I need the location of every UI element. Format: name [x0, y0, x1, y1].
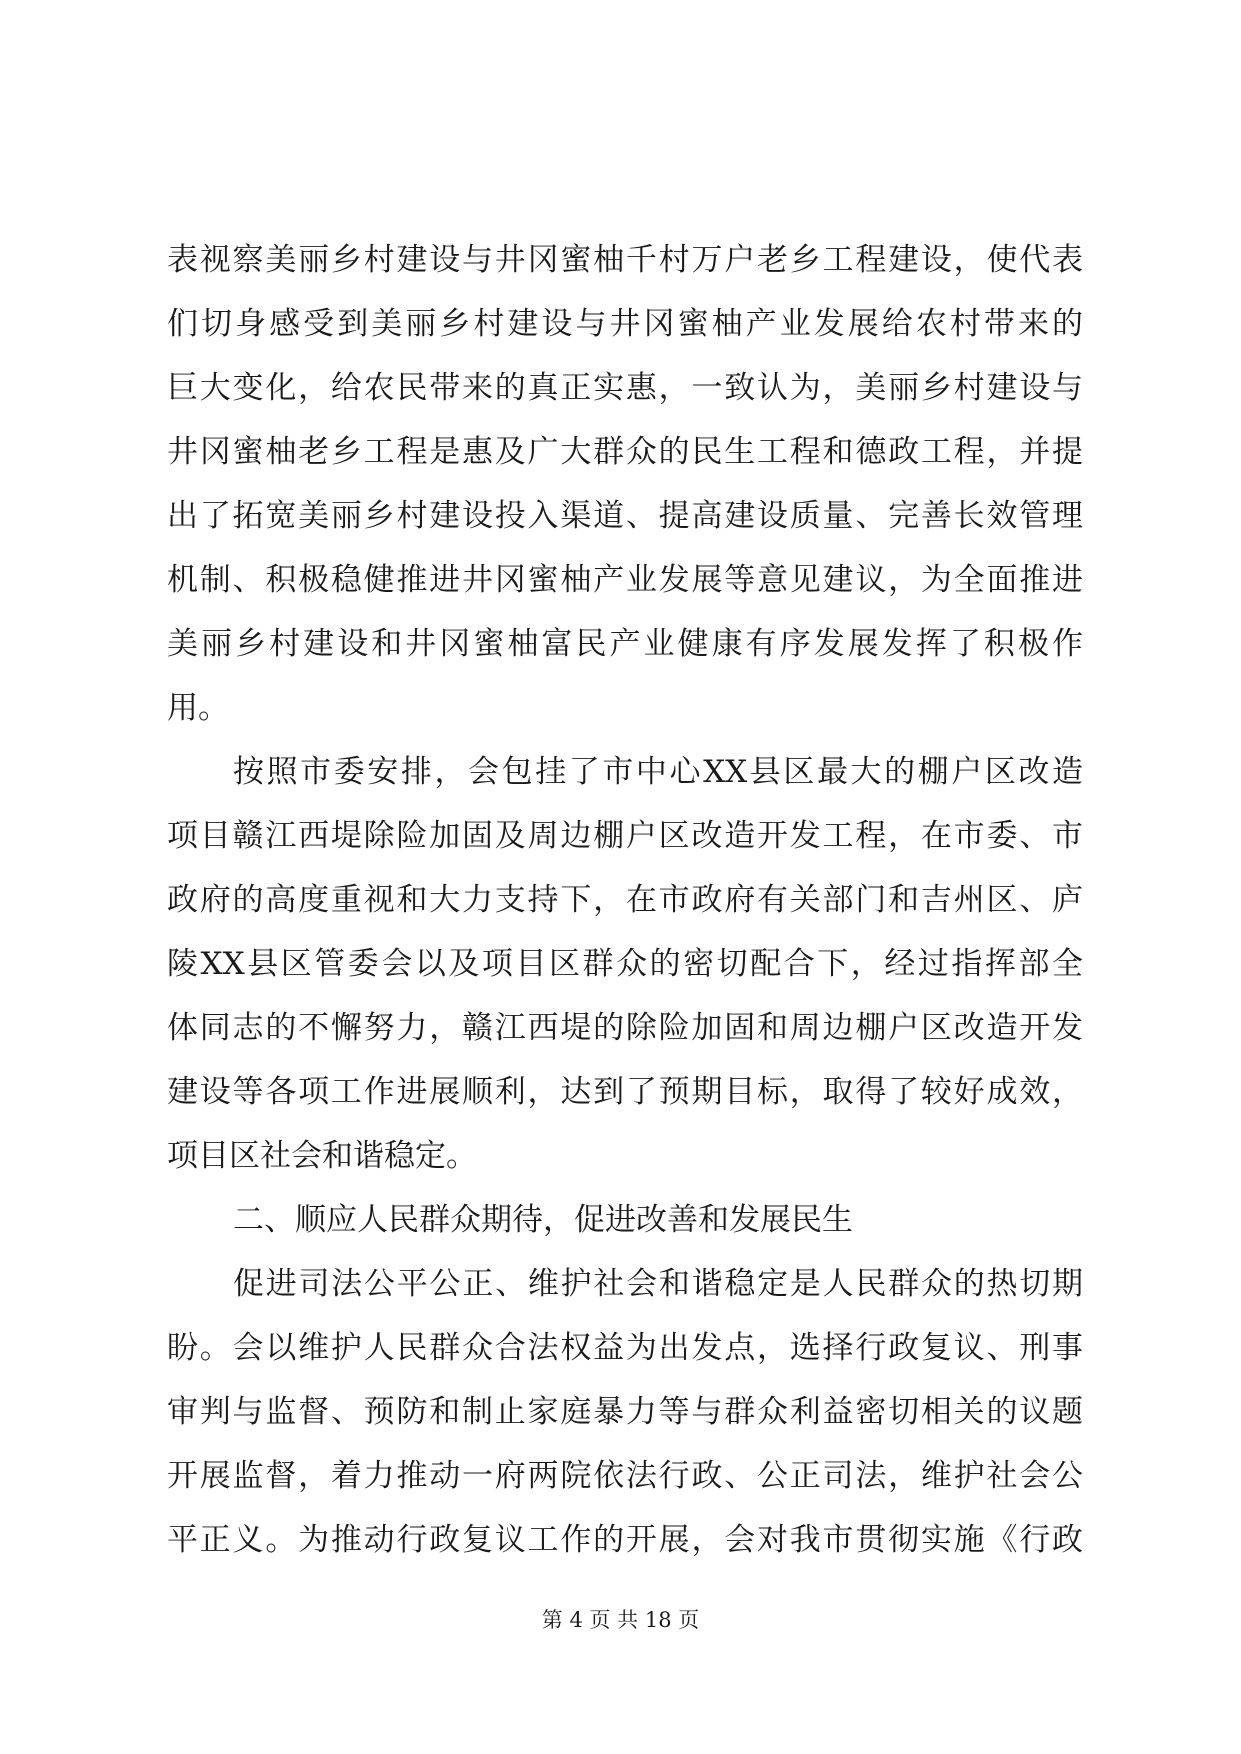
text-line: 表视察美丽乡村建设与井冈蜜柚千村万户老乡工程建设，使代表 [167, 242, 1083, 278]
page-number-label: 第 4 页 共 18 页 [541, 1608, 700, 1632]
text-line: 审判与监督、预防和制止家庭暴力等与群众利益密切相关的议题 [167, 1394, 1083, 1430]
text-line: 开展监督，着力推动一府两院依法行政、公正司法，维护社会公 [167, 1458, 1083, 1494]
paragraph-first-line: 促进司法公平公正、维护社会和谐稳定是人民群众的热切期 [233, 1266, 1083, 1302]
text-line: 美丽乡村建设和井冈蜜柚富民产业健康有序发展发挥了积极作 [167, 626, 1083, 662]
text-line: 建设等各项工作进展顺利，达到了预期目标，取得了较好成效， [167, 1074, 1083, 1110]
text-line: 盼。会以维护人民群众合法权益为出发点，选择行政复议、刑事 [167, 1330, 1083, 1366]
text-line: 陵XX县区管委会以及项目区群众的密切配合下，经过指挥部全 [167, 946, 1083, 982]
document-body [167, 228, 1083, 1572]
text-line: 平正义。为推动行政复议工作的开展，会对我市贯彻实施《行政 [167, 1522, 1083, 1558]
text-line: 项目赣江西堤除险加固及周边棚户区改造开发工程，在市委、市 [167, 818, 1083, 854]
text-line: 巨大变化，给农民带来的真正实惠，一致认为，美丽乡村建设与 [167, 370, 1083, 406]
text-line: 机制、积极稳健推进井冈蜜柚产业发展等意见建议，为全面推进 [167, 562, 1083, 598]
text-line: 体同志的不懈努力，赣江西堤的除险加固和周边棚户区改造开发 [167, 1010, 1083, 1046]
text-line: 用。 [167, 690, 229, 726]
paragraph-first-line: 按照市委安排，会包挂了市中心XX县区最大的棚户区改造 [233, 754, 1083, 790]
text-line: 项目区社会和谐稳定。 [167, 1138, 477, 1174]
text-line: 出了拓宽美丽乡村建设投入渠道、提高建设质量、完善长效管理 [167, 498, 1083, 534]
text-line: 们切身感受到美丽乡村建设与井冈蜜柚产业发展给农村带来的 [167, 306, 1083, 342]
text-line: 政府的高度重视和大力支持下，在市政府有关部门和吉州区、庐 [167, 882, 1083, 918]
section-heading: 二、顺应人民群众期待，促进改善和发展民生 [233, 1202, 853, 1238]
text-line: 井冈蜜柚老乡工程是惠及广大群众的民生工程和德政工程，并提 [167, 434, 1083, 470]
page-footer [0, 1605, 1241, 1635]
